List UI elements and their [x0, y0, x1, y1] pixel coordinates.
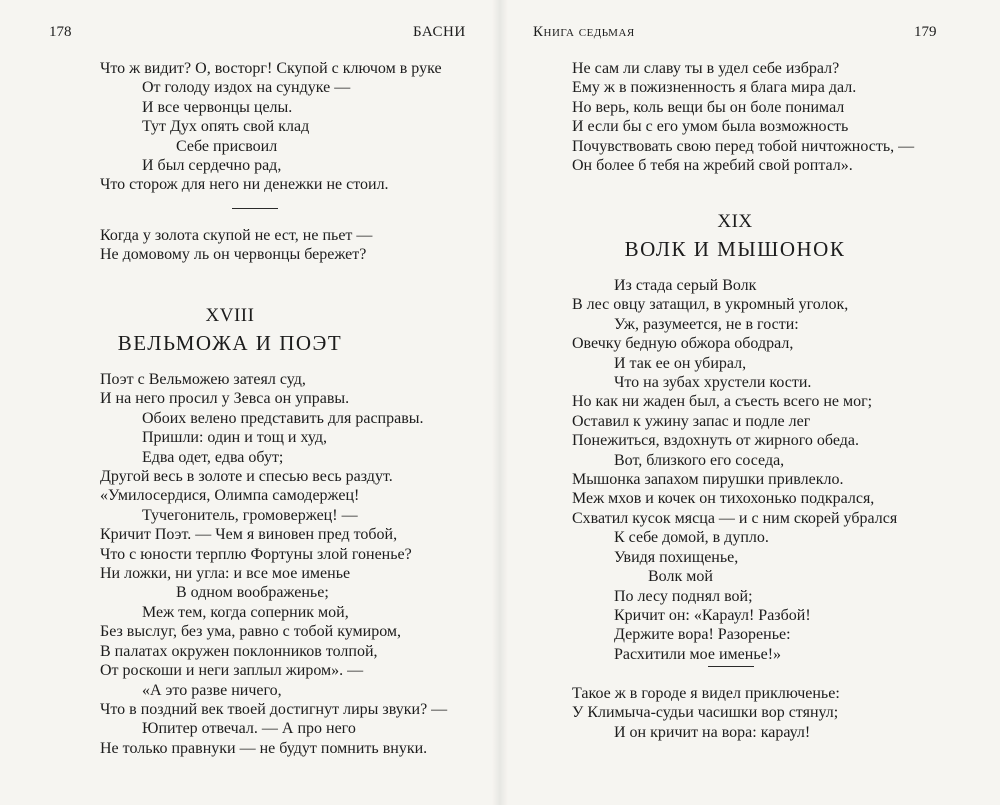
verse-line: Ни ложки, ни угла: и все мое именье [100, 565, 351, 583]
verse-line: Такое ж в городе я видел приключенье: [572, 685, 840, 702]
verse-line: Почувствовать свою перед тобой ничтожность, — [572, 137, 915, 155]
fable-number: XVIII [205, 305, 255, 326]
verse-line: Тут Дух опять свой клад [142, 118, 310, 136]
running-head: Книга седьмая [533, 24, 635, 40]
verse-line: Когда у золота скупой не ест, не пьет — [100, 227, 373, 244]
verse-line: Расхитили мое именье!» [614, 645, 782, 663]
fable-verse [572, 276, 897, 664]
running-head: БАСНИ [413, 24, 466, 40]
verse-line: Меж мхов и кочек он тихохонько подкрался, [572, 490, 875, 508]
verse-line: И он кричит на вора: караул! [614, 723, 811, 741]
verse-line: Держите вора! Разоренье: [614, 626, 791, 644]
verse-line: Что сторож для него ни денежки не стоил. [100, 176, 389, 194]
fable-number: XIX [717, 211, 753, 232]
verse-line: Вот, близкого его соседа, [614, 451, 785, 469]
divider-rule [232, 208, 278, 209]
verse-line: Но как ни жаден был, а съесть всего не мог; [572, 393, 873, 411]
verse-block-top [572, 59, 914, 175]
verse-line: От голоду издох на сундуке — [142, 79, 351, 97]
verse-line: Поэт с Вельможею затеял суд, [100, 371, 306, 388]
verse-line: Он более б тебя на жребий свой роптал». [572, 157, 853, 175]
verse-line: И так ее он убирал, [614, 354, 747, 372]
verse-line: Мышонка запахом пирушки привлекло. [572, 471, 844, 489]
verse-line: И на него просил у Зевса он управы. [100, 390, 350, 408]
verse-line: Увидя похищенье, [614, 548, 739, 566]
page-number: 178 [49, 24, 72, 40]
divider-rule [708, 666, 754, 667]
verse-line: Не только правнуки — не будут помнить внуки. [100, 739, 428, 757]
verse-line: И был сердечно рад, [142, 157, 282, 175]
fable-title: ВЕЛЬМОЖА И ПОЭТ [117, 331, 343, 355]
verse-line: К себе домой, в дупло. [614, 529, 769, 547]
verse-line: Что ж видит? О, восторг! Скупой с ключом в руке [100, 60, 442, 77]
fable-verse [100, 370, 447, 758]
verse-line: Кричит Поэт. — Чем я виновен пред тобой, [100, 526, 398, 544]
verse-line: Овечку бедную обжора ободрал, [572, 335, 794, 353]
verse-line: Что в поздний век твоей достигнут лиры звуки? — [100, 700, 448, 718]
verse-line: «А это разве ничего, [142, 681, 282, 699]
verse-line: От роскоши и неги заплыл жиром». — [100, 662, 364, 680]
verse-line: Едва одет, едва обут; [142, 448, 284, 466]
verse-line: Тучегонитель, громовержец! — [142, 506, 358, 524]
page-number: 179 [914, 24, 937, 40]
verse-line: Понежиться, вздохнуть от жирного обеда. [572, 432, 859, 450]
verse-line: В одном воображенье; [176, 584, 329, 602]
verse-line: Волк мой [648, 568, 713, 586]
verse-line: Что на зубах хрустели кости. [614, 374, 812, 392]
verse-line: Но верь, коль вещи бы он боле понимал [572, 98, 845, 116]
verse-line: Обоих велено представить для расправы. [142, 409, 424, 427]
verse-line: Схватил кусок мясца — и с ним скорей убрался [572, 509, 898, 527]
verse-line: И если бы с его умом была возможность [572, 118, 849, 136]
verse-line: Другой весь в золоте и спесью весь раздут. [100, 468, 393, 486]
moral-block [100, 226, 372, 265]
verse-line: Оставил к ужину запас и подле лег [572, 412, 811, 430]
verse-line: Меж тем, когда соперник мой, [142, 603, 349, 621]
verse-line: Ему ж в пожизненность я блага мира дал. [572, 79, 857, 97]
verse-line: Не домовому ль он червонцы бережет? [100, 246, 367, 264]
verse-line: Кричит он: «Караул! Разбой! [614, 606, 811, 624]
fable-title: ВОЛК И МЫШОНОК [624, 237, 846, 261]
verse-line: В лес овцу затащил, в укромный уголок, [572, 296, 849, 314]
verse-line: Себе присвоил [176, 137, 278, 155]
verse-line: Уж, разумеется, не в гости: [614, 315, 799, 333]
right-page [500, 0, 1000, 805]
verse-line: «Умилосердися, Олимпа самодержец! [100, 487, 360, 505]
verse-line: По лесу поднял вой; [614, 587, 753, 605]
verse-line: Без выслуг, без ума, равно с тобой кумиром, [100, 623, 402, 641]
verse-block-top [100, 59, 442, 195]
verse-line: Из стада серый Волк [614, 277, 757, 294]
verse-line: Не сам ли славу ты в удел себе избрал? [572, 60, 840, 77]
verse-line: У Климыча-судьи часишки вор стянул; [572, 704, 839, 722]
verse-line: Пришли: один и тощ и худ, [142, 429, 327, 447]
moral-block [572, 684, 840, 742]
verse-line: Что с юности терплю Фортуны злой гоненье? [100, 545, 412, 563]
verse-line: Юпитер отвечал. — А про него [142, 720, 356, 738]
verse-line: В палатах окружен поклонников толпой, [100, 642, 378, 660]
verse-line: И все червонцы целы. [142, 98, 293, 116]
